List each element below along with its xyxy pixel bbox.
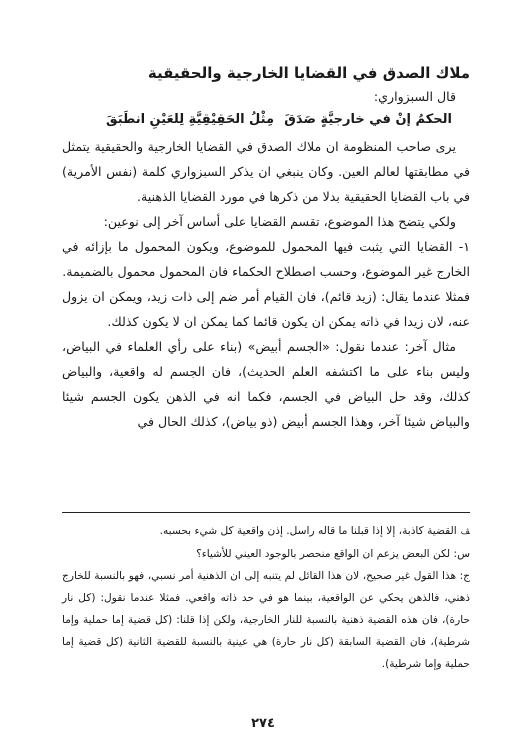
- footnote-marker-icon: ﭫ: [460, 527, 470, 537]
- verse-second-hemistich: مِثْلُ الحَقِيْقِيَّةِ لِلعَيْنِ انطَبَقَ: [106, 112, 275, 127]
- footnote-divider: [62, 512, 470, 513]
- footnote-question: س: لكن البعض يزعم ان الواقع منحصر بالوجود العيني للأشياء؟: [196, 548, 470, 560]
- paragraph-5: مثال آخر: عندما نقول: «الجسم أبيض» (بناء على رأي العلماء في البياض، وليس بناء على ما اكتشفه العلم الحديث)، فان الجسم له واقعية، والبياض كذلك، وقد حل البياض في الجسم، فكما انه في الذهن يكون الجسم شيئا والبياض شيئا آخر، وهذا الجسم أبيض (ذو بياض)، كذلك الحال في: [62, 339, 470, 429]
- footnotes: [62, 520, 470, 675]
- page-body: [62, 62, 470, 434]
- section-heading: ملاك الصدق في القضايا الخارجية والحقيقية: [147, 64, 470, 82]
- verse-couplet: [62, 108, 470, 132]
- paragraph-2: ولكي يتضح هذا الموضوع، تقسم القضايا على أساس آخر إلى نوعين:: [103, 214, 456, 229]
- paragraph-4: فمثلا عندما يقال: (زيد قائم)، فان القيام أمر ضم إلى ذات زيد، ويمكن ان يزول عنه، لان زيدا في ذاته يمكن ان يكون قائما كما يمكن ان لا يكون كذلك.: [62, 289, 470, 329]
- page-number: ٢٧٤: [251, 716, 275, 731]
- paragraph-3: ١- القضايا التي يثبت فيها المحمول للموضوع، ويكون المحمول ما بإزائه في الخارج غير الموضوع، وحسب اصطلاح الحكماء فان المحمول محمول بالضميمة.: [62, 239, 470, 279]
- verse-first-hemistich: الحكمُ إنْ في خارجيَّةٍ صَدَقَ: [284, 112, 452, 127]
- poet-attribution: قال السبزواري:: [373, 89, 456, 104]
- footnote-answer: ج: هذا القول غير صحيح، لان هذا القائل لم يتنبه إلى ان الذهنية أمر نسبي، فهو بالنسبة للخارج ذهني، فالذهن يحكي عن الواقعية، بينما هو في حد ذاته واقعي. فمثلا عندما نقول: (كل نار حارة)، فان هذه القضية ذهنية بالنسبة للنار الخارجية، ولكن إذا قلنا: (كل قضية إما حملية وإما شرطية)، فان القضية السابقة (كل نار حارة) هي عينية بالنسبة للقضية الثانية (كل قضية إما حملية وإما شرطية).: [62, 570, 470, 670]
- footnote-first-text: القضية كاذبة، إلا إذا قبلنا ما قاله راسل. إذن واقعية كل شيء بحسبه.: [159, 525, 457, 537]
- footnote-first: [62, 520, 470, 543]
- paragraph-1: يرى صاحب المنظومة ان ملاك الصدق في القضايا الخارجية والحقيقية يتمثل في مطابقتها لعالم العين. وكان ينبغي ان يذكر السبزواري كلمة (نفس الأمرية) في باب القضايا الحقيقية بدلا من ذكرها في مورد القضايا الذهنية.: [62, 139, 470, 204]
